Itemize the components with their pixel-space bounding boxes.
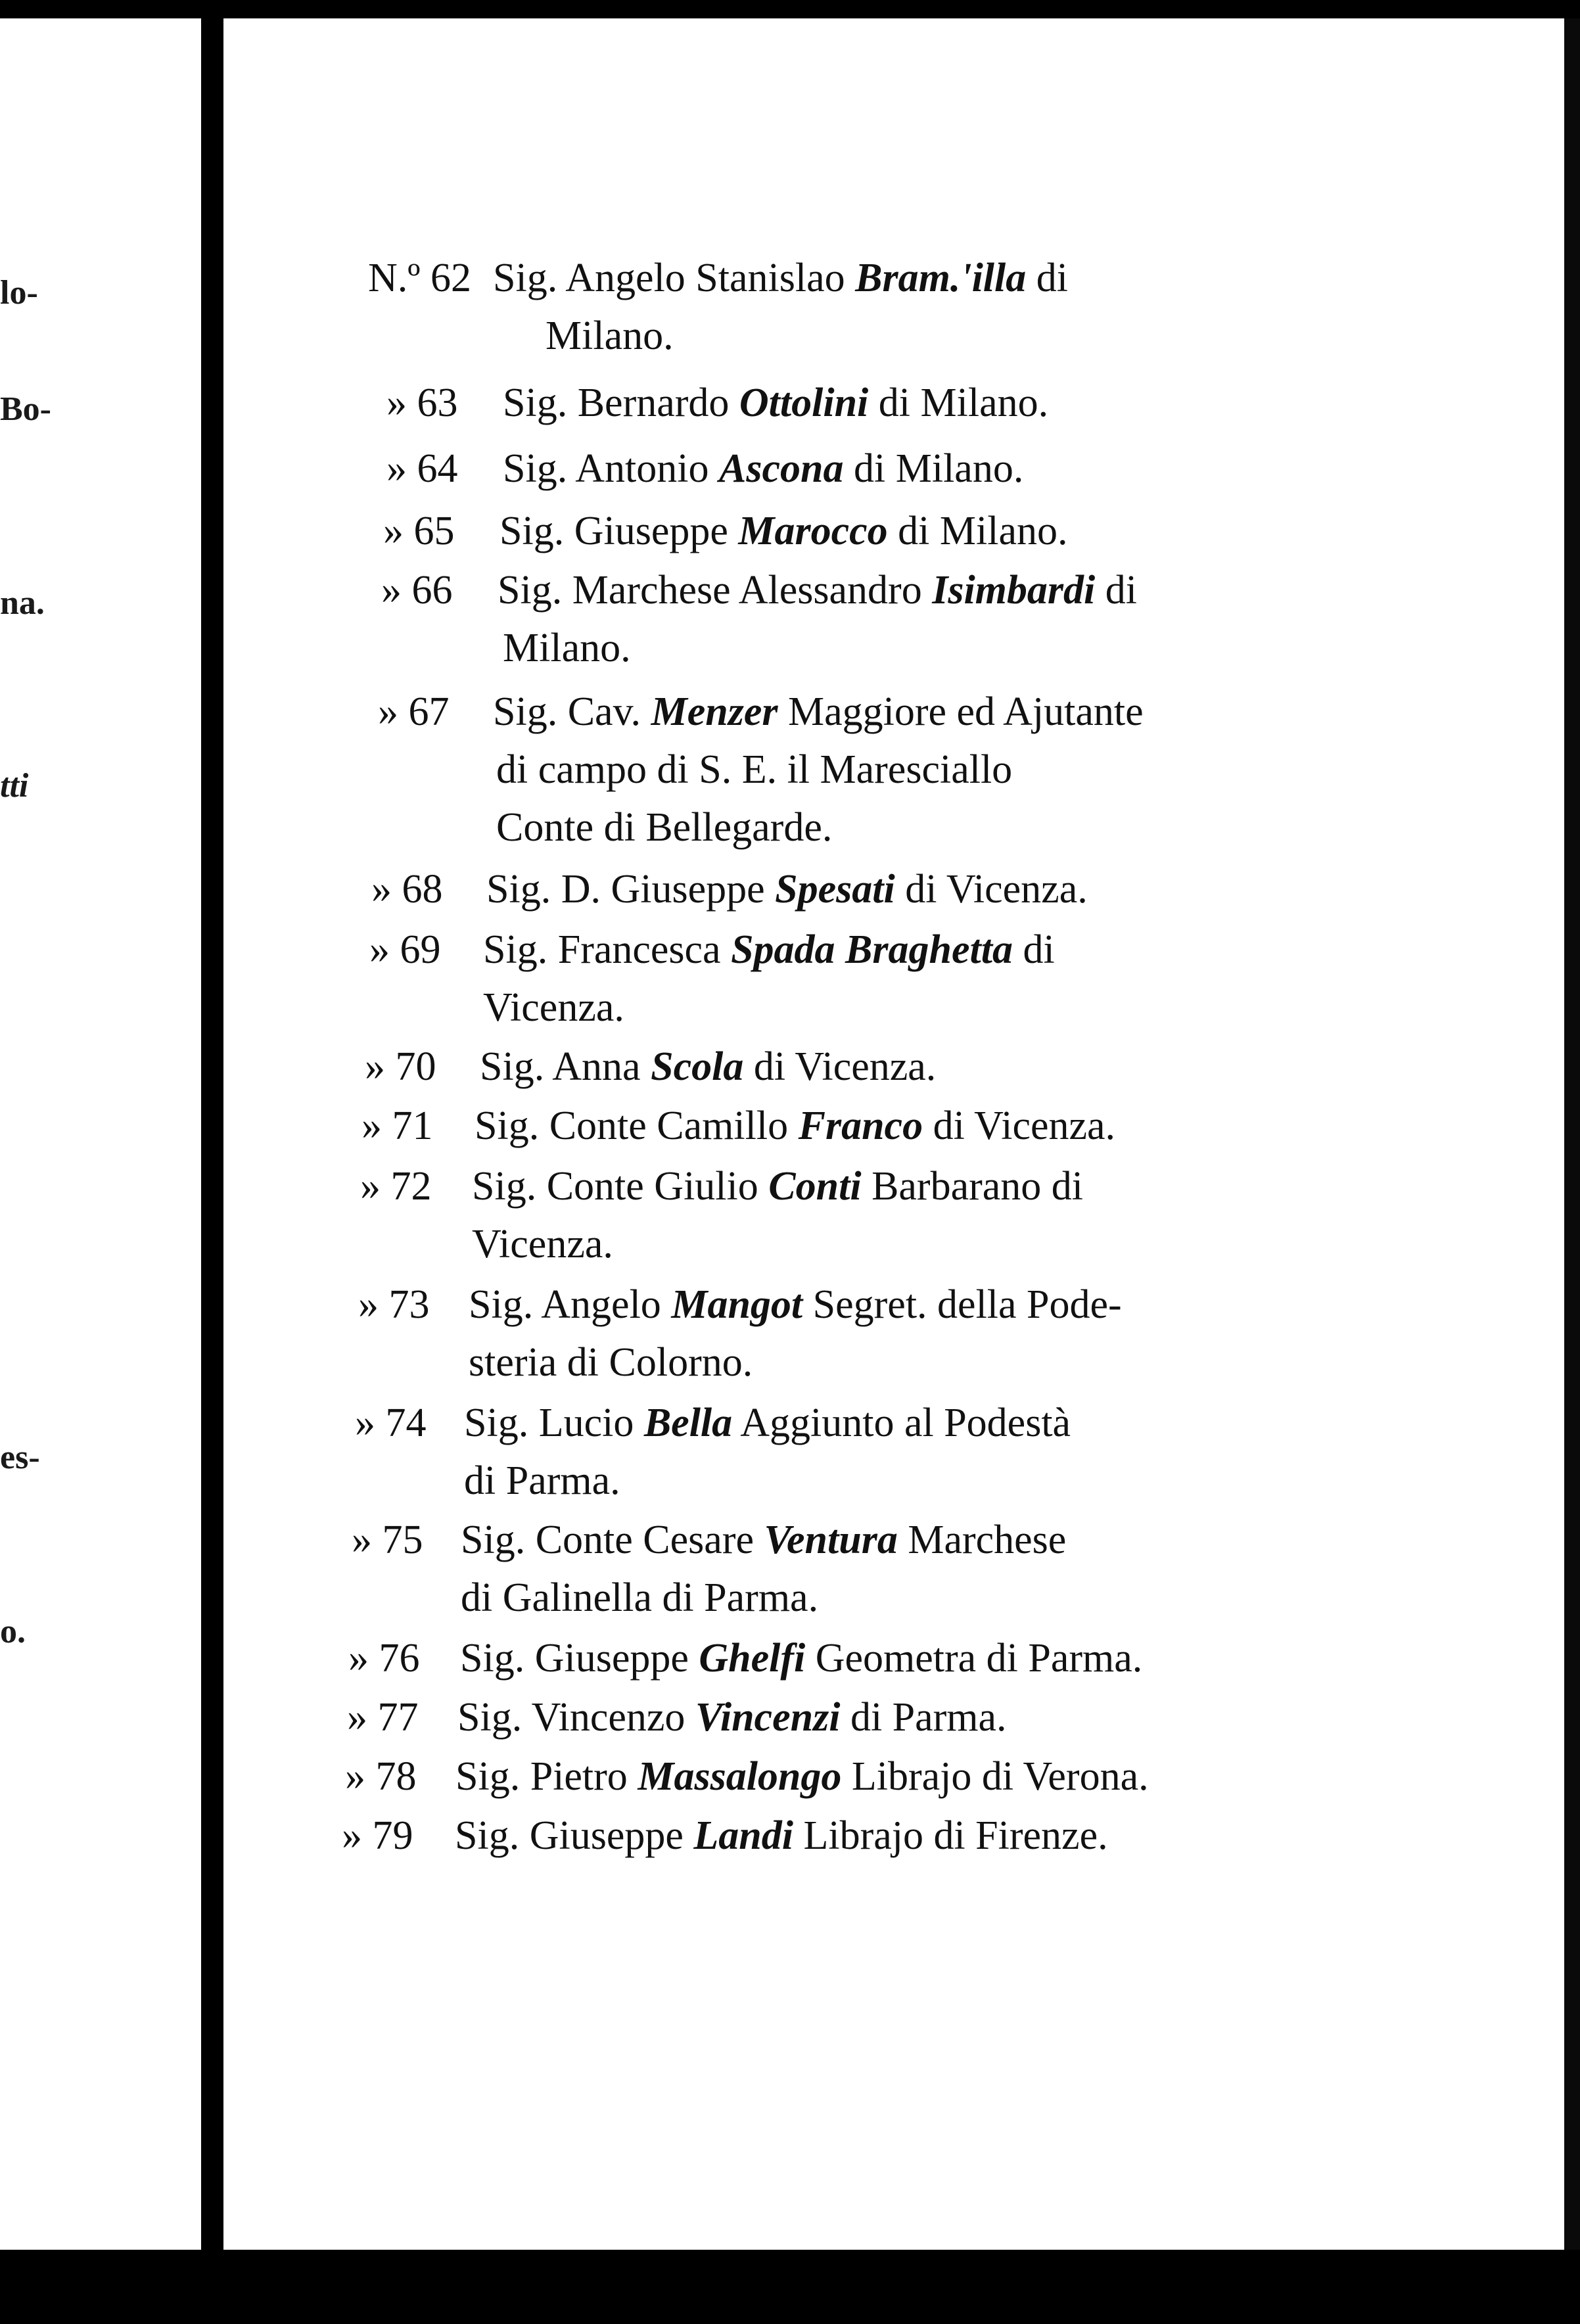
surname: Vincenzi bbox=[695, 1695, 841, 1740]
entry-text: Sig. Giuseppe Marocco di Milano. bbox=[500, 509, 1068, 553]
entry-text: Sig. Francesca Spada Braghetta di bbox=[483, 927, 1055, 972]
entry-text: Sig. Giuseppe Landi Librajo di Firenze. bbox=[455, 1813, 1108, 1858]
entry-number: » 69 bbox=[369, 927, 441, 972]
entry-number: » 74 bbox=[355, 1401, 427, 1445]
entry-text: Sig. Cav. Menzer Maggiore ed Ajutante bbox=[493, 689, 1144, 734]
entry-text: Sig. Conte Giulio Conti Barbarano di bbox=[472, 1164, 1083, 1209]
entry-number: » 67 bbox=[378, 689, 450, 734]
surname: Massalongo bbox=[638, 1754, 842, 1799]
surname: Conti bbox=[768, 1164, 862, 1209]
entry-text: Sig. Conte Cesare Ventura Marchese bbox=[461, 1518, 1067, 1562]
entry-text: Sig. Marchese Alessandro Isimbardi di bbox=[498, 568, 1137, 613]
entry-text: Sig. Giuseppe Ghelfi Geometra di Parma. bbox=[460, 1636, 1143, 1681]
entry-text: Sig. Lucio Bella Aggiunto al Podestà bbox=[464, 1401, 1071, 1445]
entry-continuation: di Galinella di Parma. bbox=[461, 1575, 819, 1620]
left-fragment: o. bbox=[0, 1613, 26, 1650]
entry-text: Sig. Conte Camillo Franco di Vicenza. bbox=[475, 1104, 1116, 1148]
entry-number: » 75 bbox=[352, 1518, 423, 1562]
page-edge bbox=[1564, 18, 1580, 2250]
left-page-margin bbox=[0, 18, 201, 2250]
entry-number: » 79 bbox=[342, 1813, 413, 1858]
entry-text: Sig. Anna Scola di Vicenza. bbox=[480, 1044, 937, 1089]
entry-text: Sig. Vincenzo Vincenzi di Parma. bbox=[457, 1695, 1007, 1740]
entry-number: » 70 bbox=[365, 1044, 436, 1089]
entry-number: » 68 bbox=[371, 867, 443, 912]
surname: Franco bbox=[798, 1104, 923, 1148]
left-fragment: tti bbox=[0, 767, 29, 804]
entry-number: » 63 bbox=[386, 381, 458, 425]
entry-text: Sig. Angelo Mangot Segret. della Pode- bbox=[469, 1282, 1122, 1327]
surname: Menzer bbox=[651, 689, 778, 734]
entry-text: Sig. Bernardo Ottolini di Milano. bbox=[503, 381, 1049, 425]
entry-number: » 77 bbox=[347, 1695, 419, 1740]
entry-continuation: Vicenza. bbox=[472, 1222, 613, 1267]
surname: Spada Braghetta bbox=[731, 927, 1013, 972]
entry-text: Sig. Pietro Massalongo Librajo di Verona. bbox=[455, 1754, 1149, 1799]
surname: Landi bbox=[693, 1813, 793, 1858]
entry-text: Sig. Angelo Stanislao Bram.'illa di bbox=[493, 256, 1068, 300]
surname: Ascona bbox=[719, 446, 844, 491]
left-fragment: es- bbox=[0, 1439, 40, 1476]
entry-number: » 73 bbox=[358, 1282, 430, 1327]
entry-number: » 65 bbox=[383, 509, 455, 553]
entry-continuation: Milano. bbox=[546, 314, 674, 358]
entry-number: » 78 bbox=[345, 1754, 417, 1799]
left-fragment: lo- bbox=[0, 274, 38, 312]
entry-continuation: di campo di S. E. il Maresciallo bbox=[496, 747, 1013, 792]
entry-number: » 66 bbox=[381, 568, 453, 613]
subscriber-list-page bbox=[223, 18, 1564, 2250]
entry-text: Sig. D. Giuseppe Spesati di Vicenza. bbox=[486, 867, 1088, 912]
surname: Isimbardi bbox=[932, 568, 1096, 613]
entry-number: » 64 bbox=[386, 446, 458, 491]
entry-number: N.º 62 bbox=[368, 256, 471, 300]
entry-number: » 71 bbox=[361, 1104, 433, 1148]
surname: Ventura bbox=[764, 1518, 898, 1562]
surname: Bella bbox=[643, 1401, 733, 1445]
surname: Ottolini bbox=[739, 381, 869, 425]
surname: Ghelfi bbox=[699, 1636, 806, 1681]
entry-continuation: steria di Colorno. bbox=[469, 1340, 753, 1385]
entry-continuation: Milano. bbox=[503, 626, 631, 670]
entry-text: Sig. Antonio Ascona di Milano. bbox=[503, 446, 1024, 491]
surname: Bram.'illa bbox=[855, 256, 1027, 300]
surname: Scola bbox=[651, 1044, 744, 1089]
surname: Marocco bbox=[738, 509, 888, 553]
entry-continuation: Conte di Bellegarde. bbox=[496, 805, 833, 850]
surname: Mangot bbox=[671, 1282, 803, 1327]
entry-number: » 76 bbox=[348, 1636, 420, 1681]
left-fragment: Bo- bbox=[0, 390, 51, 428]
surname: Spesati bbox=[775, 867, 895, 912]
entry-continuation: Vicenza. bbox=[483, 985, 624, 1030]
entry-continuation: di Parma. bbox=[464, 1458, 620, 1503]
book-spine bbox=[201, 18, 223, 2250]
left-fragment: na. bbox=[0, 584, 45, 622]
entry-number: » 72 bbox=[360, 1164, 432, 1209]
